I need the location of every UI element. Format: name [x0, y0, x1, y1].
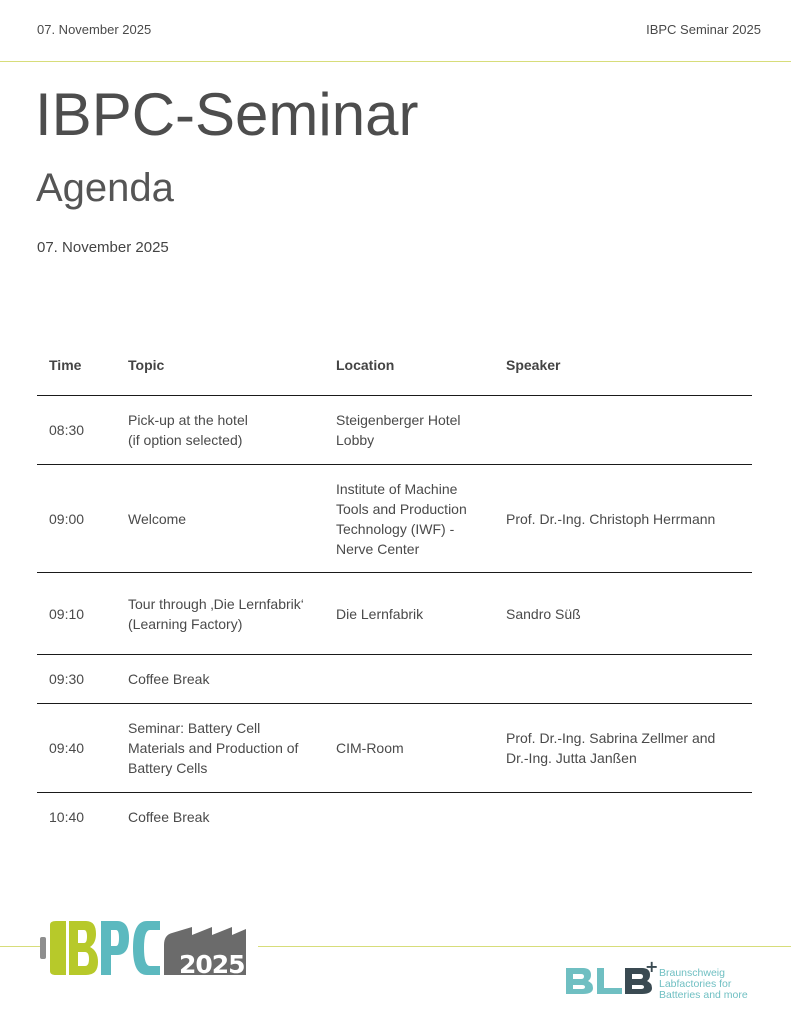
agenda-row: [37, 793, 752, 841]
agenda-row: [37, 573, 752, 655]
row-time: 09:00: [49, 510, 85, 527]
blb-logo-plus: +: [645, 958, 659, 976]
row-topic: Pick-up at the hotel (if option selected): [128, 412, 248, 448]
row-location: Institute of Machine Tools and Production Technology (IWF) - Nerve Center: [336, 480, 467, 557]
agenda-row: [37, 704, 752, 793]
header-location: Location: [336, 357, 395, 373]
footer-divider-right: [258, 946, 791, 947]
header-divider: [0, 61, 791, 62]
row-time: 09:10: [49, 605, 85, 622]
row-time: 09:40: [49, 740, 85, 756]
row-location: Steigenberger Hotel Lobby: [336, 412, 461, 448]
row-speaker: Prof. Dr.-Ing. Sabrina Zellmer and Dr.-Ing. Jutta Janßen: [506, 730, 716, 766]
header-speaker: Speaker: [506, 357, 561, 373]
header-event-name: IBPC Seminar 2025: [646, 22, 761, 37]
header-topic: Topic: [128, 357, 165, 373]
agenda-header-row: [37, 335, 752, 396]
agenda-table: [37, 335, 752, 841]
row-time: 08:30: [49, 422, 85, 438]
row-topic: Welcome: [128, 510, 187, 527]
header-date: 07. November 2025: [37, 22, 152, 37]
event-date: 07. November 2025: [37, 239, 169, 256]
row-speaker: Prof. Dr.-Ing. Christoph Herrmann: [506, 510, 716, 527]
row-topic: Tour through ‚Die Lernfabrik‘ (Learning Factory): [128, 595, 304, 632]
footer-divider-left: [0, 946, 44, 947]
row-topic: Coffee Break: [128, 809, 210, 825]
agenda-row: [37, 655, 752, 704]
row-location: Die Lernfabrik: [336, 605, 424, 622]
row-time: 09:30: [49, 671, 85, 687]
row-speaker: Sandro Süß: [506, 605, 581, 622]
ibpc-2025-logo: [40, 917, 250, 979]
ibpc-logo-year: 2025: [179, 950, 245, 979]
row-location: CIM-Room: [336, 740, 404, 756]
agenda-row: [37, 396, 752, 465]
agenda-row: [37, 465, 752, 573]
row-time: 10:40: [49, 809, 85, 825]
page-subtitle: Agenda: [36, 166, 174, 210]
row-topic: Seminar: Battery Cell Materials and Production of Battery Cells: [128, 720, 299, 776]
row-topic: Coffee Break: [128, 671, 210, 687]
blb-logo-tagline: Braunschweig Labfactories for Batteries and more: [659, 967, 748, 1001]
page-title: IBPC-Seminar: [35, 81, 419, 148]
header-time: Time: [49, 357, 82, 373]
